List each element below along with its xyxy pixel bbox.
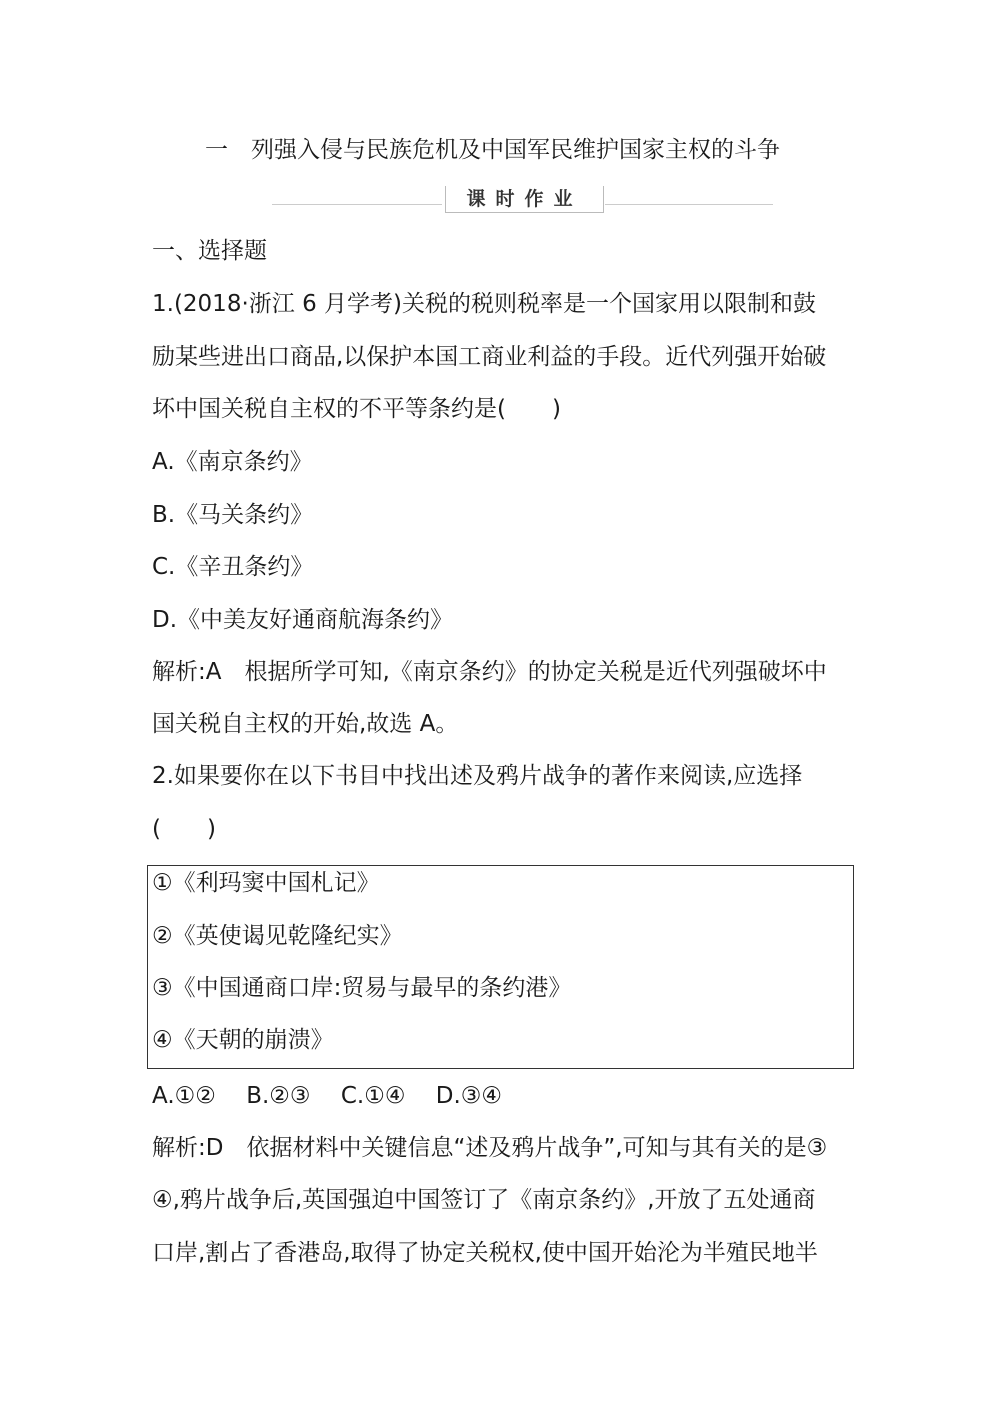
page-title: 一 列强入侵与民族危机及中国军民维护国家主权的斗争 bbox=[205, 137, 780, 163]
q1-text: 1.(2018·浙江 6 月学考)关税的税则税率是一个国家用以限制和鼓 bbox=[152, 291, 816, 317]
q1-text: 励某些进出口商品,以保护本国工商业利益的手段。近代列强开始破 bbox=[152, 344, 827, 370]
divider bbox=[605, 204, 773, 205]
book-item: ③《中国通商口岸:贸易与最早的条约港》 bbox=[152, 975, 572, 1001]
q2-analysis: 解析:D 依据材料中关键信息“述及鸦片战争”,可知与其有关的是③ bbox=[152, 1135, 828, 1161]
q2-text: ( ) bbox=[152, 816, 216, 842]
q1-option-c: C.《辛丑条约》 bbox=[152, 554, 314, 580]
section-heading: 一、选择题 bbox=[152, 238, 267, 264]
q1-analysis: 国关税自主权的开始,故选 A。 bbox=[152, 711, 459, 737]
q1-analysis: 解析:A 根据所学可知,《南京条约》的协定关税是近代列强破坏中 bbox=[152, 659, 827, 685]
q1-option-a: A.《南京条约》 bbox=[152, 449, 313, 475]
divider bbox=[272, 204, 442, 205]
section-badge bbox=[445, 186, 604, 213]
q2-options: A.①② B.②③ C.①④ D.③④ bbox=[152, 1083, 503, 1109]
book-item: ①《利玛窦中国札记》 bbox=[152, 870, 380, 896]
q2-text: 2.如果要你在以下书目中找出述及鸦片战争的著作来阅读,应选择 bbox=[152, 763, 803, 789]
q1-option-d: D.《中美友好通商航海条约》 bbox=[152, 607, 454, 633]
q2-analysis: ④,鸦片战争后,英国强迫中国签订了《南京条约》,开放了五处通商 bbox=[152, 1187, 816, 1213]
badge-label: 课时作业 bbox=[466, 188, 583, 210]
q2-analysis: 口岸,割占了香港岛,取得了协定关税权,使中国开始沦为半殖民地半 bbox=[152, 1240, 818, 1266]
q1-option-b: B.《马关条约》 bbox=[152, 502, 314, 528]
book-item: ②《英使谒见乾隆纪实》 bbox=[152, 923, 403, 949]
q1-text: 坏中国关税自主权的不平等条约是( ) bbox=[152, 396, 561, 422]
book-item: ④《天朝的崩溃》 bbox=[152, 1027, 334, 1053]
